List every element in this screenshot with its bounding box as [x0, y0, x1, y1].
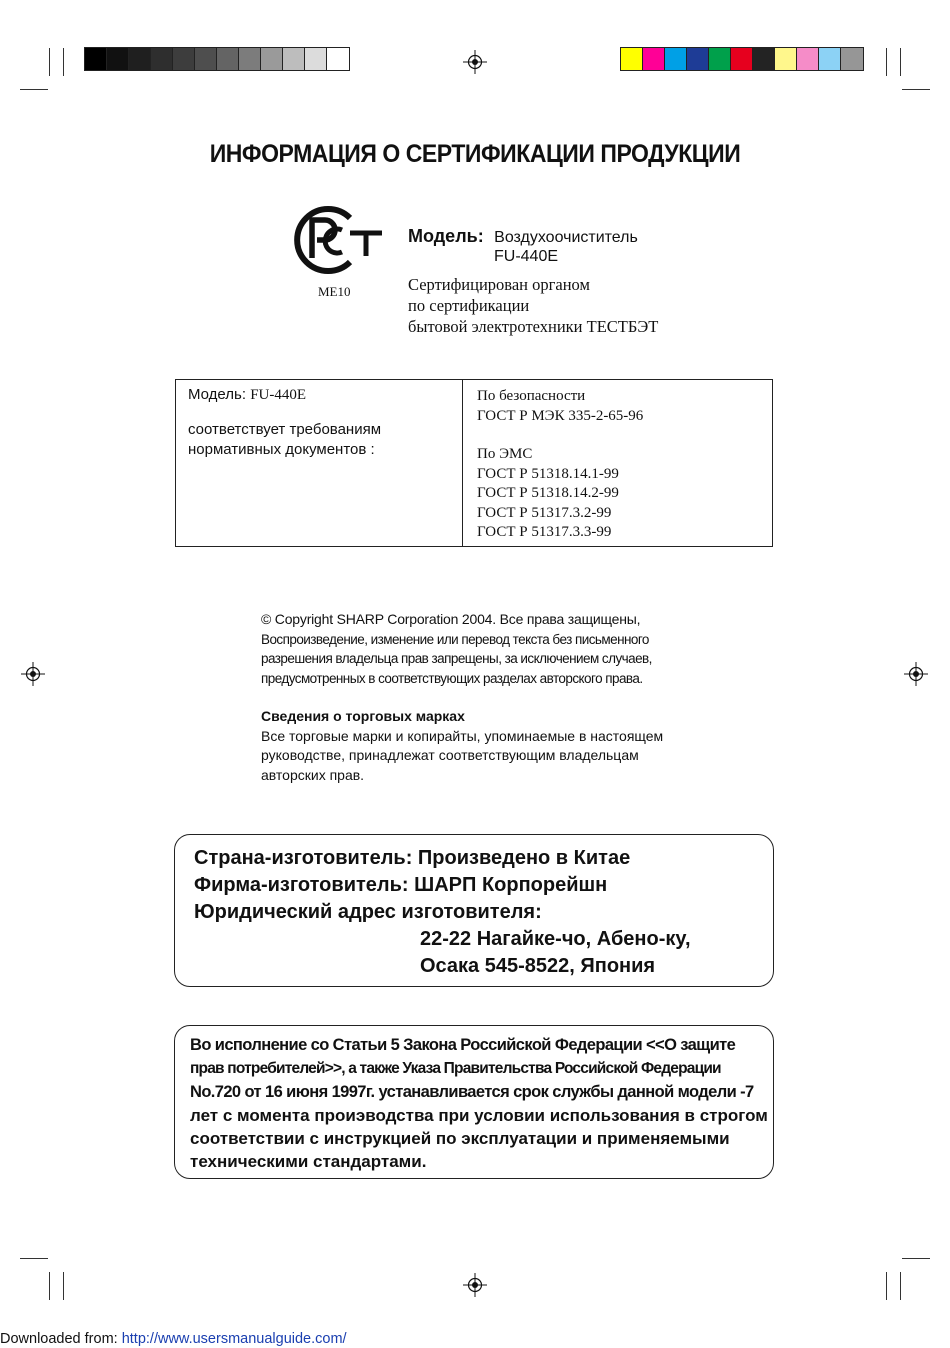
service-life-line: No.720 от 16 июня 1997г. устанавливается срок службы данной модели -7: [190, 1082, 754, 1101]
color-swatch: [753, 48, 775, 70]
color-swatch: [621, 48, 643, 70]
manufacturer-box: [174, 834, 774, 987]
service-life-line: Во исполнение со Статьи 5 Закона Российской Федерации <<О защите: [190, 1036, 736, 1054]
product-name: Воздухоочиститель: [494, 229, 638, 246]
certification-table: [175, 379, 773, 547]
safety-heading: По безопасности: [477, 388, 586, 404]
gray-swatch: [327, 48, 349, 70]
color-swatch: [709, 48, 731, 70]
gray-swatch: [283, 48, 305, 70]
color-swatch: [665, 48, 687, 70]
compliance-line: соответствует требованиям: [188, 421, 382, 438]
service-life-line: прав потребителей>>, а также Указа Правительства Российской Федерации: [190, 1060, 721, 1078]
trademark-line: руководстве, принадлежат соответствующим владельцам: [261, 747, 639, 763]
gray-swatch: [305, 48, 327, 70]
table-model-value: FU-440E: [250, 387, 307, 403]
table-right-cell: [463, 380, 772, 546]
trademark-heading: Сведения о торговых марках: [261, 708, 465, 724]
trademark-line: Все торговые марки и копирайты, упоминаемые в настоящем: [261, 727, 664, 744]
download-footer: [0, 1331, 347, 1347]
color-swatch: [731, 48, 753, 70]
emc-standard: ГОСТ Р 51318.14.1-99: [477, 465, 619, 482]
registration-mark-left: [21, 662, 45, 686]
emc-standard: ГОСТ Р 51317.3.2-99: [477, 504, 612, 521]
model-block: [408, 226, 658, 337]
emc-standard: ГОСТ Р 51317.3.3-99: [477, 524, 612, 540]
service-life-line: техническими стандартами.: [190, 1152, 427, 1172]
compliance-line: нормативных документов :: [188, 440, 375, 458]
manufacturer-address-label: Юридический адрес изготовителя:: [194, 901, 542, 923]
trademark-line: авторских прав.: [261, 766, 365, 783]
manufacturer-country: Страна-изготовитель: Произведено в Китае: [194, 847, 631, 869]
safety-standard: ГОСТ Р МЭК 335-2-65-96: [477, 407, 644, 424]
copyright-line: разрешения владельца прав запрещены, за исключением случаев,: [261, 651, 652, 666]
copyright-line: © Copyright SHARP Corporation 2004. Все права защищены,: [261, 611, 641, 627]
certified-by: [408, 274, 658, 337]
registration-mark-bottom: [463, 1273, 487, 1297]
gray-swatch: [151, 48, 173, 70]
emc-standard: ГОСТ Р 51318.14.2-99: [477, 485, 619, 501]
grayscale-bar: [84, 47, 350, 71]
table-model-label: Модель:: [188, 386, 247, 403]
copyright-section: [261, 610, 701, 785]
color-swatch: [819, 48, 841, 70]
color-swatch: [687, 48, 709, 70]
registration-mark-right: [904, 662, 928, 686]
pct-certification-logo-icon: [290, 206, 385, 274]
color-swatch: [775, 48, 797, 70]
gray-swatch: [195, 48, 217, 70]
gray-swatch: [261, 48, 283, 70]
certified-line: по сертификации: [408, 296, 530, 315]
emc-heading: По ЭМС: [477, 446, 533, 462]
service-life-box: [174, 1025, 774, 1179]
model-number: FU-440E: [494, 248, 559, 265]
manufacturer-company: Фирма-изготовитель: ШАРП Корпорейшн: [194, 874, 608, 896]
cert-code: ME10: [318, 284, 351, 299]
service-life-line: лет с момента проиэводства при условии использования в строгом: [190, 1105, 768, 1125]
manufacturer-address-line: Осака 545-8522, Япония: [420, 955, 656, 977]
gray-swatch: [217, 48, 239, 70]
footer-link[interactable]: http://www.usersmanualguide.com/: [121, 1331, 347, 1347]
service-life-line: соответствии с инструкцией по эксплуатации и применяемыми: [190, 1129, 730, 1149]
color-swatch: [797, 48, 819, 70]
copyright-line: Воспроизведение, изменение или перевод текста без письменного: [261, 631, 649, 647]
certified-line: бытовой электротехники ТЕСТБЭТ: [408, 317, 659, 336]
registration-mark-top: [463, 50, 487, 74]
certified-line: Сертифицирован органом: [408, 275, 590, 294]
color-swatch: [643, 48, 665, 70]
table-left-cell: [176, 380, 463, 546]
gray-swatch: [107, 48, 129, 70]
color-swatch: [841, 48, 863, 70]
copyright-line: предусмотренных в соответствующих разделах авторского права.: [261, 670, 643, 686]
gray-swatch: [239, 48, 261, 70]
gray-swatch: [129, 48, 151, 70]
color-bar: [620, 47, 864, 71]
page-title: ИНФОРМАЦИЯ О СЕРТИФИКАЦИИ ПРОДУКЦИИ: [209, 140, 741, 168]
footer-prefix: Downloaded from:: [0, 1331, 122, 1347]
model-label: Модель:: [408, 226, 484, 246]
manufacturer-address-line: 22-22 Нагайке-чо, Абено-ку,: [420, 928, 691, 950]
gray-swatch: [173, 48, 195, 70]
gray-swatch: [85, 48, 107, 70]
